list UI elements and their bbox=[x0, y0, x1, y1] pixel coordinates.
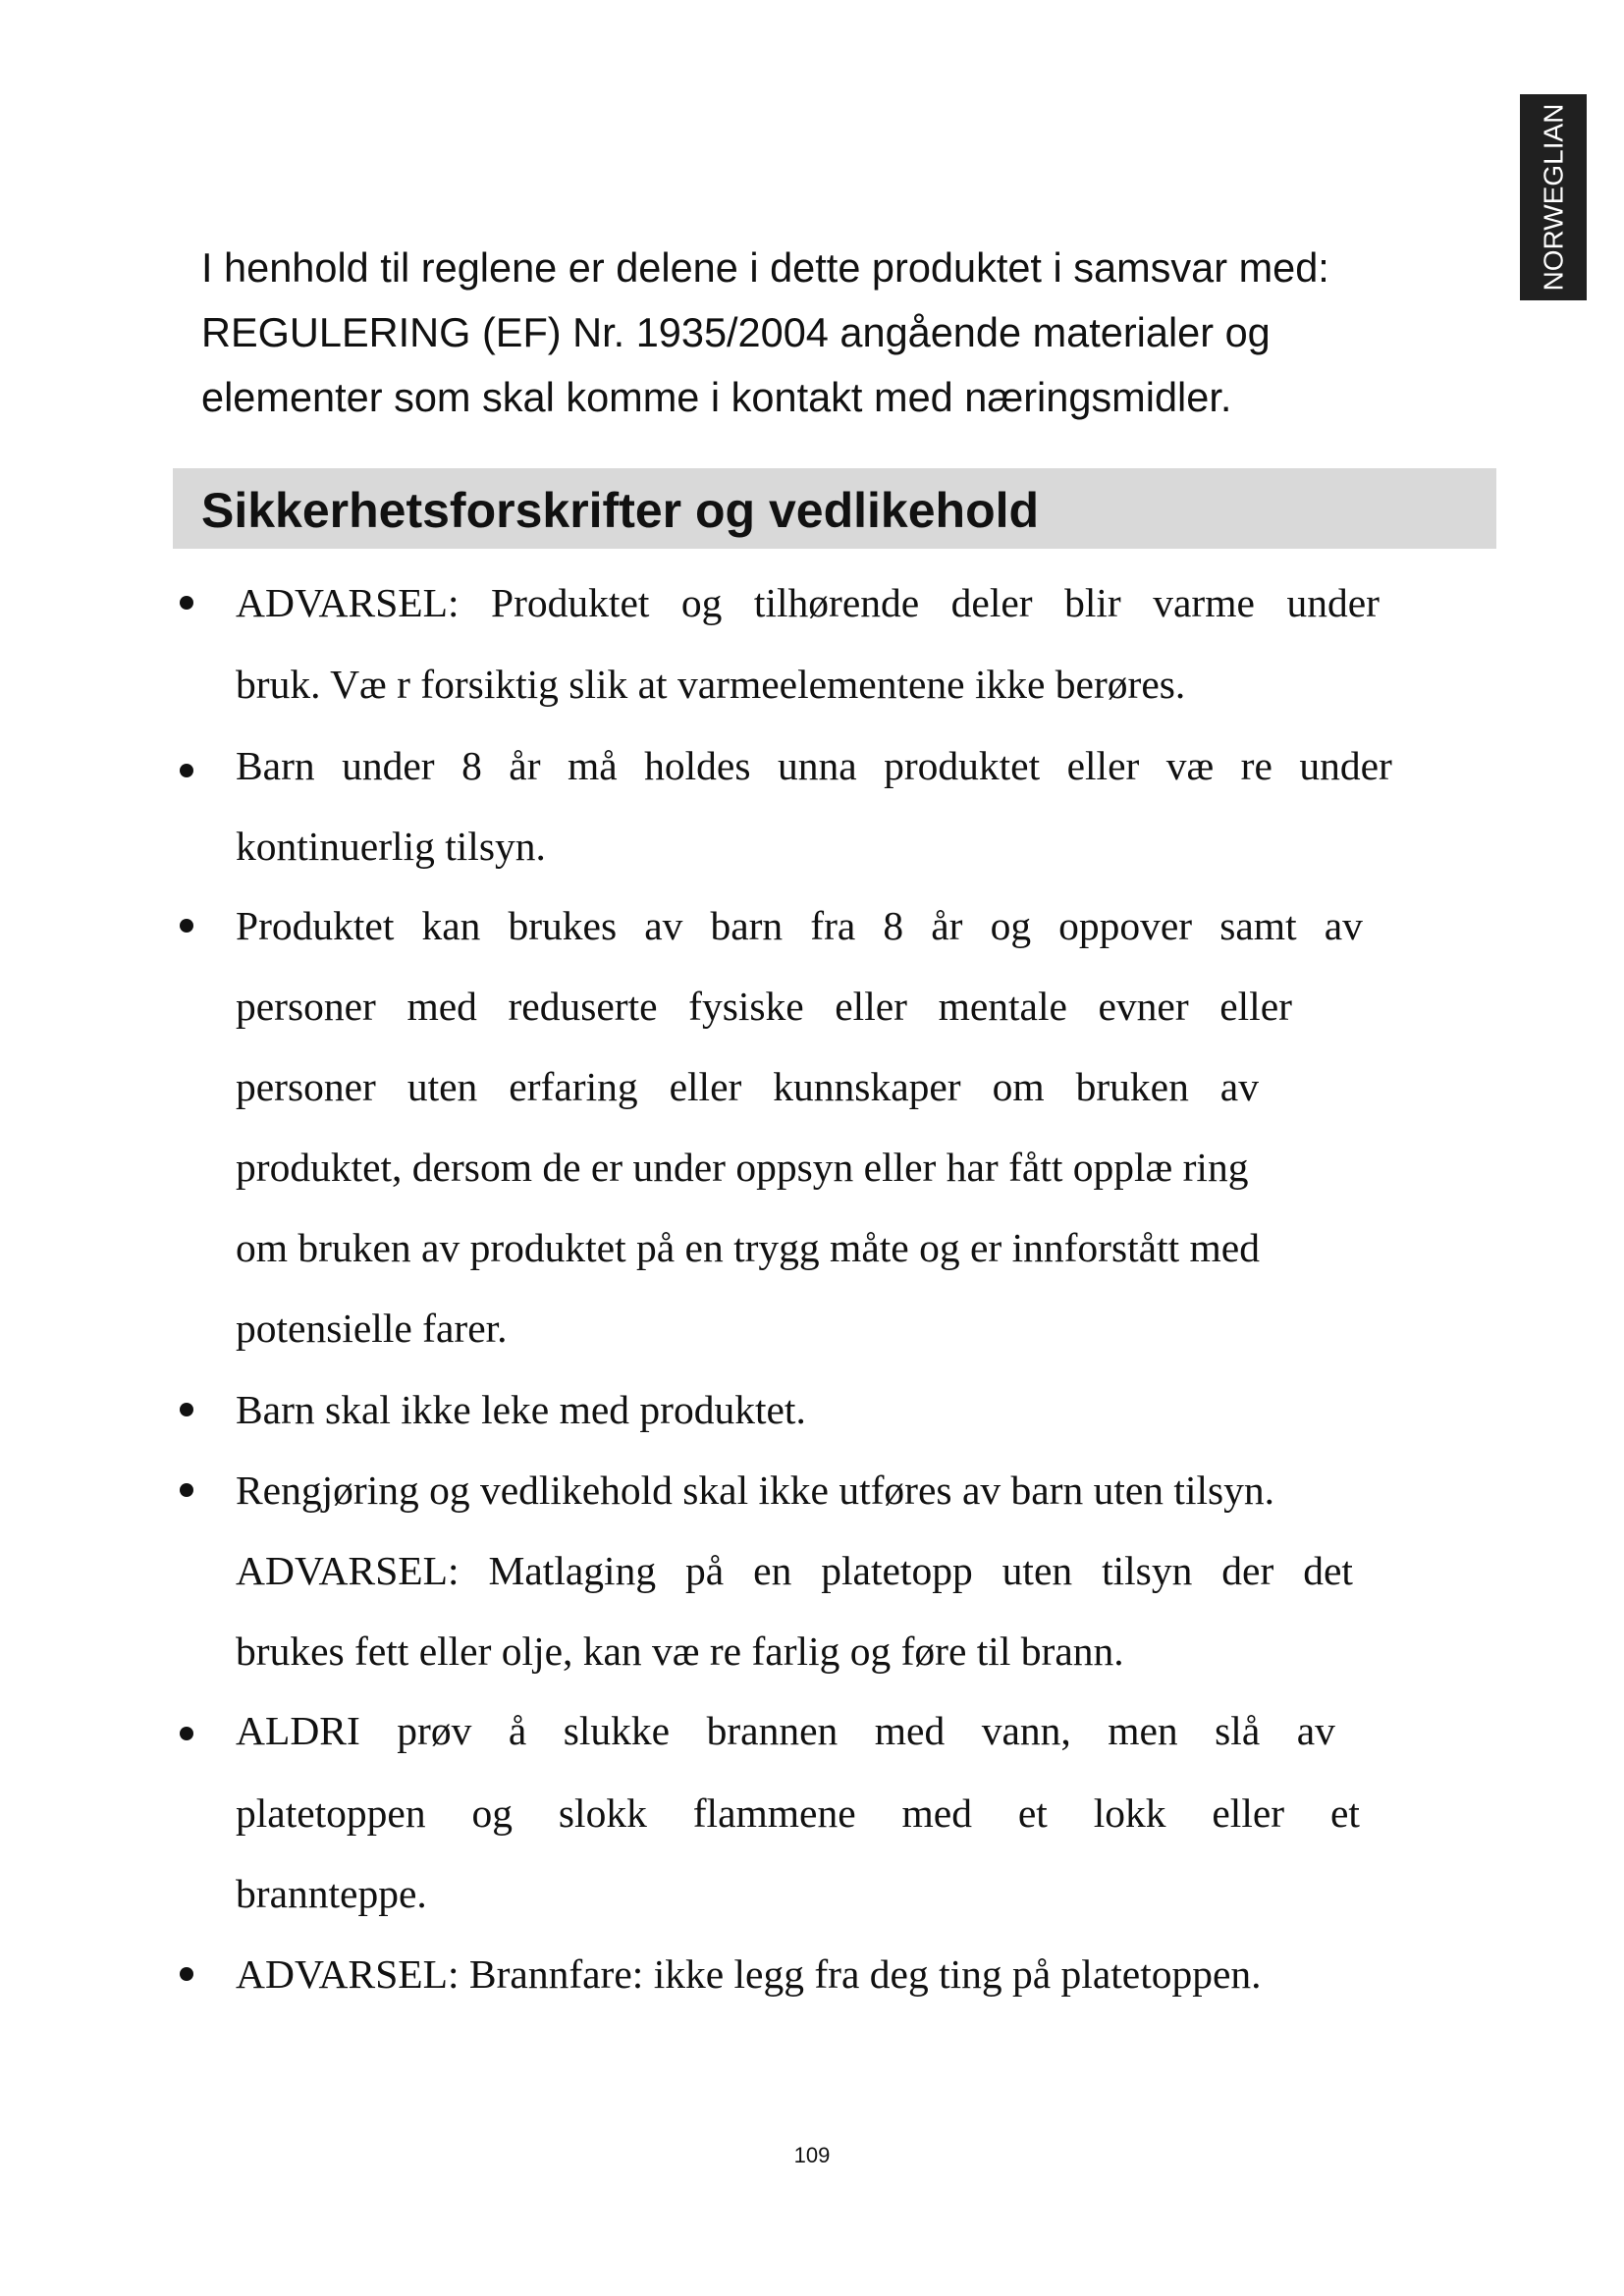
word: av bbox=[1296, 1708, 1335, 1753]
section-title: Sikkerhetsforskrifter og vedlikehold bbox=[201, 483, 1040, 538]
word: Barn bbox=[236, 743, 315, 788]
page-number: 109 bbox=[793, 2143, 831, 2167]
word: å bbox=[508, 1708, 527, 1753]
list-item-line bbox=[236, 573, 1380, 632]
word: samt bbox=[1219, 903, 1297, 948]
word: under bbox=[342, 743, 435, 788]
list-item-line: kontinuerlig tilsyn. bbox=[236, 824, 546, 869]
word: kan bbox=[421, 903, 481, 948]
intro-paragraph bbox=[201, 236, 1478, 430]
language-tab bbox=[1520, 94, 1587, 300]
word: uten bbox=[1001, 1548, 1073, 1593]
word: personer bbox=[236, 984, 376, 1029]
list-item-line: bruk. Væ r forsiktig slik at varmeelementene ikke berøres. bbox=[236, 662, 1186, 707]
word: eller bbox=[669, 1064, 742, 1109]
bullet-marker bbox=[180, 764, 193, 777]
bullet-marker bbox=[180, 1483, 193, 1497]
word: tilsyn bbox=[1102, 1548, 1193, 1593]
list-item-line: om bruken av produktet på en trygg måte og er innforstått med bbox=[236, 1225, 1260, 1270]
list-item-line bbox=[236, 1541, 1353, 1600]
word: brukes bbox=[508, 903, 618, 948]
word: reduserte bbox=[508, 984, 658, 1029]
word: må bbox=[567, 743, 618, 788]
word: under bbox=[1299, 743, 1392, 788]
word: og bbox=[990, 903, 1032, 948]
word: slå bbox=[1215, 1708, 1261, 1753]
bullet-marker bbox=[180, 1403, 193, 1416]
word: re bbox=[1240, 743, 1272, 788]
word: det bbox=[1303, 1548, 1353, 1593]
list-item-line: brannteppe. bbox=[236, 1871, 427, 1916]
word: lokk bbox=[1093, 1790, 1166, 1836]
word: brannen bbox=[706, 1708, 839, 1753]
list-item-line bbox=[236, 1701, 1335, 1760]
list-item-line bbox=[236, 1784, 1360, 1842]
word: oppover bbox=[1058, 903, 1193, 948]
word: med bbox=[874, 1708, 946, 1753]
word: barn bbox=[710, 903, 784, 948]
word: på bbox=[685, 1548, 725, 1593]
word: 8 bbox=[883, 903, 904, 948]
bullet-marker bbox=[180, 1727, 193, 1740]
word: slokk bbox=[558, 1790, 647, 1836]
word: uten bbox=[406, 1064, 478, 1109]
word: eller bbox=[1066, 743, 1140, 788]
word: der bbox=[1221, 1548, 1274, 1593]
list-item-line: ADVARSEL: Brannfare: ikke legg fra deg ting på platetoppen. bbox=[236, 1951, 1262, 1997]
word: men bbox=[1108, 1708, 1178, 1753]
word: ALDRI bbox=[236, 1708, 360, 1753]
word: et bbox=[1017, 1790, 1048, 1836]
word: bruken bbox=[1075, 1064, 1189, 1109]
bullet-marker bbox=[180, 596, 193, 610]
word: platetoppen bbox=[236, 1790, 426, 1836]
word: blir bbox=[1064, 580, 1121, 625]
word: personer bbox=[236, 1064, 376, 1109]
word: år bbox=[931, 903, 963, 948]
word: mentale bbox=[938, 984, 1067, 1029]
word: tilhørende bbox=[753, 580, 920, 625]
word: 8 bbox=[461, 743, 482, 788]
word: kunnskaper bbox=[773, 1064, 961, 1109]
word: under bbox=[1286, 580, 1380, 625]
list-item-line: brukes fett eller olje, kan væ re farlig og føre til brann. bbox=[236, 1629, 1124, 1674]
word: av bbox=[644, 903, 683, 948]
bullet-marker bbox=[180, 919, 193, 933]
word: med bbox=[406, 984, 477, 1029]
word: av bbox=[1324, 903, 1363, 948]
word: fra bbox=[810, 903, 856, 948]
word: erfaring bbox=[509, 1064, 638, 1109]
word: produktet bbox=[884, 743, 1041, 788]
list-item-line: Barn skal ikke leke med produktet. bbox=[236, 1387, 806, 1432]
bullet-marker bbox=[180, 1967, 193, 1981]
list-item-line: Rengjøring og vedlikehold skal ikke utføres av barn uten tilsyn. bbox=[236, 1468, 1275, 1513]
word: eller bbox=[1219, 984, 1292, 1029]
word: Produktet bbox=[236, 903, 395, 948]
word: eller bbox=[835, 984, 907, 1029]
intro-line: elementer som skal komme i kontakt med næringsmidler. bbox=[201, 374, 1232, 420]
word: væ bbox=[1165, 743, 1215, 788]
word: av bbox=[1219, 1064, 1259, 1109]
word: slukke bbox=[563, 1708, 671, 1753]
word: ADVARSEL: bbox=[236, 1548, 460, 1593]
word: platetopp bbox=[821, 1548, 973, 1593]
list-item-line bbox=[236, 736, 1392, 795]
word: prøv bbox=[397, 1708, 472, 1753]
word: år bbox=[509, 743, 541, 788]
word: Produktet bbox=[491, 580, 650, 625]
word: vann, bbox=[981, 1708, 1071, 1753]
word: ADVARSEL: bbox=[236, 580, 460, 625]
word: deler bbox=[950, 580, 1033, 625]
word: eller bbox=[1212, 1790, 1285, 1836]
list-item-line bbox=[236, 1057, 1259, 1116]
word: unna bbox=[777, 743, 857, 788]
list-item-line bbox=[236, 896, 1363, 955]
word: varme bbox=[1153, 580, 1255, 625]
word: evner bbox=[1098, 984, 1189, 1029]
intro-line: I henhold til reglene er delene i dette produktet i samsvar med: bbox=[201, 244, 1329, 291]
language-tab-label: NORWEGLIAN bbox=[1538, 103, 1569, 292]
list-item-line bbox=[236, 977, 1292, 1036]
word: holdes bbox=[644, 743, 751, 788]
word: og bbox=[680, 580, 723, 625]
list-item-line: potensielle farer. bbox=[236, 1306, 508, 1351]
word: Matlaging bbox=[488, 1548, 657, 1593]
word: med bbox=[901, 1790, 972, 1836]
list-item-line: produktet, dersom de er under oppsyn eller har fått opplæ ring bbox=[236, 1145, 1249, 1190]
word: og bbox=[471, 1790, 513, 1836]
word: et bbox=[1330, 1790, 1360, 1836]
word: om bbox=[992, 1064, 1045, 1109]
word: flammene bbox=[692, 1790, 856, 1836]
word: en bbox=[753, 1548, 792, 1593]
intro-line: REGULERING (EF) Nr. 1935/2004 angående materialer og bbox=[201, 309, 1271, 355]
word: fysiske bbox=[688, 984, 804, 1029]
